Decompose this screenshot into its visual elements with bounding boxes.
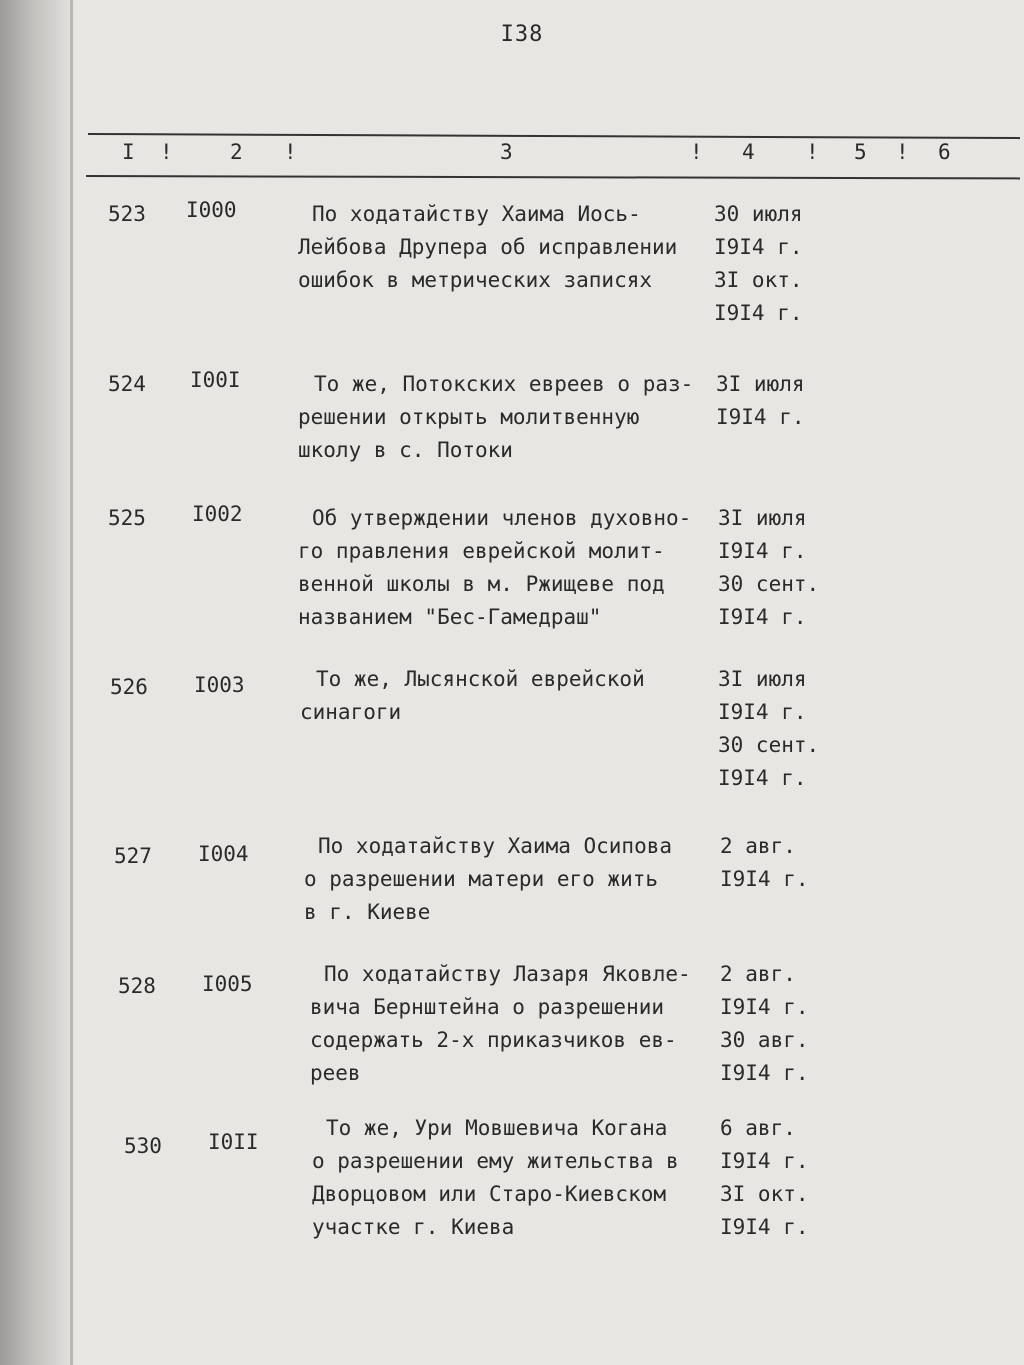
header-col-4: 4 [742,140,755,164]
date-line: I9I4 г. [720,1149,809,1173]
date-line: I9I4 г. [720,1061,809,1085]
description-line: содержать 2-х приказчиков ев- [310,1028,677,1052]
date-line: 3I окт. [714,268,803,292]
entry-description [298,198,677,297]
date-line: 2 авг. [720,834,796,858]
entry-number: 523 [108,202,146,226]
header-rule-bottom [86,175,1020,179]
header-col-3: 3 [500,140,513,164]
entry-dates [714,198,803,330]
date-line: 30 авг. [720,1028,809,1052]
date-line: I9I4 г. [718,539,807,563]
header-col-1: I [122,140,135,164]
entry-code: I00I [190,368,241,392]
entry-description [298,368,693,467]
page-number: I38 [500,22,544,47]
description-line: вича Бернштейна о разрешении [310,995,665,1019]
header-separator: ! [806,140,819,164]
date-line: I9I4 г. [718,766,807,790]
entry-code: I003 [194,673,245,697]
table-header [0,134,1024,174]
description-line: реев [310,1061,361,1085]
description-line: го правления еврейской молит- [298,539,665,563]
entry-number: 524 [108,372,146,396]
date-line: I9I4 г. [718,605,807,629]
entry-dates [720,958,809,1090]
entry-dates [716,368,805,434]
entry-description [304,830,672,929]
entry-dates [718,502,819,634]
date-line: 3I июля [718,506,807,530]
header-col-6: 6 [938,140,951,164]
date-line: I9I4 г. [720,867,809,891]
header-separator: ! [896,140,909,164]
description-line: То же, Потокских евреев о раз- [314,372,694,396]
entry-description [300,663,645,729]
header-separator: ! [284,140,297,164]
entry-dates [720,1112,809,1244]
entry-dates [720,830,809,896]
date-line: I9I4 г. [718,700,807,724]
description-line: школу в с. Потоки [298,438,513,462]
entry-description [298,502,691,634]
date-line: 3I окт. [720,1182,809,1206]
description-line: в г. Киеве [304,900,431,924]
description-line: о разрешении матери его жить [304,867,659,891]
header-separator: ! [690,140,703,164]
entry-code: I002 [192,502,243,526]
description-line: По ходатайству Хаима Осипова [318,834,673,858]
date-line: 30 сент. [718,572,820,596]
entry-description [312,1112,679,1244]
description-line: По ходатайству Хаима Иось- [312,202,641,226]
entry-dates [718,663,819,795]
date-line: 30 июля [714,202,803,226]
header-col-5: 5 [854,140,867,164]
date-line: I9I4 г. [714,235,803,259]
date-line: I9I4 г. [716,405,805,429]
entry-code: I000 [186,198,237,222]
description-line: решении открыть молитвенную [298,405,640,429]
date-line: 3I июля [716,372,805,396]
description-line: ошибок в метрических записях [298,268,653,292]
date-line: 3I июля [718,667,807,691]
description-line: названием "Бес-Гамедраш" [298,605,602,629]
entry-number: 525 [108,506,146,530]
date-line: 2 авг. [720,962,796,986]
entry-description [310,958,691,1090]
entry-number: 526 [110,675,148,699]
description-line: Дворцовом или Старо-Киевском [312,1182,667,1206]
entry-code: I0II [208,1130,259,1154]
description-line: То же, Ури Мовшевича Когана [326,1116,668,1140]
description-line: синагоги [300,700,402,724]
header-col-2: 2 [230,140,243,164]
page-edge [70,0,73,1365]
entry-code: I004 [198,842,249,866]
date-line: I9I4 г. [720,1215,809,1239]
description-line: То же, Лысянской еврейской [316,667,645,691]
date-line: 6 авг. [720,1116,796,1140]
entry-number: 528 [118,974,156,998]
entry-number: 527 [114,844,152,868]
description-line: венной школы в м. Ржищеве под [298,572,665,596]
description-line: Лейбова Друпера об исправлении [298,235,678,259]
header-separator: ! [160,140,173,164]
description-line: участке г. Киева [312,1215,515,1239]
description-line: о разрешении ему жительства в [312,1149,679,1173]
description-line: По ходатайству Лазаря Яковле- [324,962,691,986]
entry-number: 530 [124,1134,162,1158]
date-line: I9I4 г. [714,301,803,325]
date-line: I9I4 г. [720,995,809,1019]
description-line: Об утверждении членов духовно- [312,506,692,530]
entry-code: I005 [202,972,253,996]
date-line: 30 сент. [718,733,820,757]
book-binding-shadow [0,0,76,1365]
